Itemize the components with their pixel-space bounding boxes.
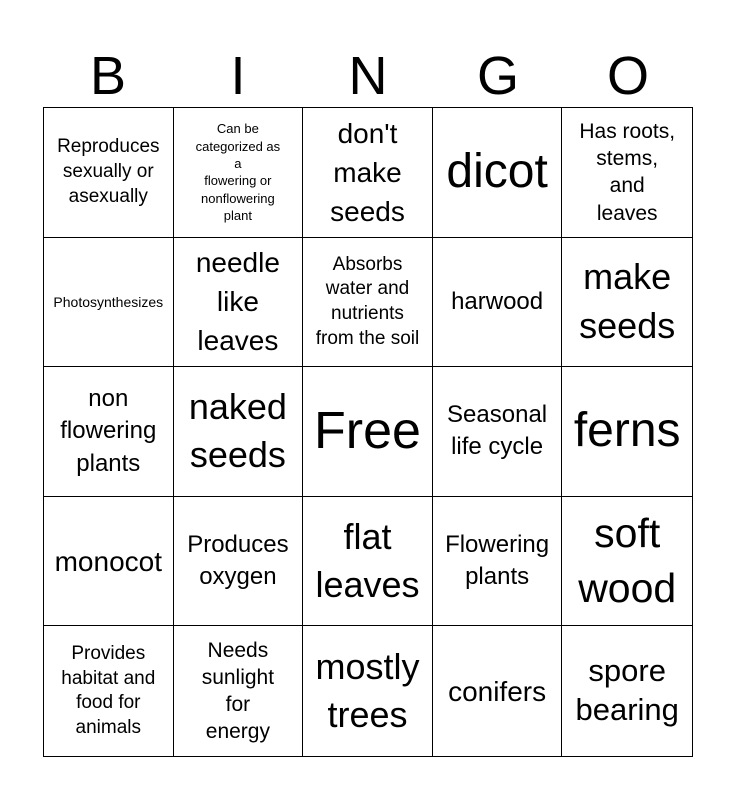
cell-text: conifers <box>448 675 547 707</box>
bingo-cell[interactable] <box>433 626 563 756</box>
cell-text: spore bearing <box>575 653 679 728</box>
cell-text: Needs sunlight for energy <box>201 638 275 744</box>
header-letter-n: N <box>348 46 388 106</box>
bingo-cell free-space[interactable] <box>303 367 433 497</box>
bingo-cell[interactable] <box>303 238 433 368</box>
cell-text: Can be categorized as a flowering or nonflowering plant <box>195 121 281 223</box>
header-letter-b: B <box>89 46 127 106</box>
cell-text: naked seeds <box>188 385 287 476</box>
bingo-cell[interactable] <box>44 367 174 497</box>
bingo-cell[interactable] <box>174 497 304 627</box>
bingo-header <box>43 46 693 106</box>
bingo-cell[interactable] <box>433 367 563 497</box>
bingo-cell[interactable] <box>44 497 174 627</box>
cell-text: Provides habitat and food for animals <box>61 642 156 738</box>
bingo-cell[interactable] <box>303 626 433 756</box>
cell-text: harwood <box>451 287 544 315</box>
cell-text: dicot <box>446 144 548 198</box>
bingo-cell[interactable] <box>174 626 304 756</box>
bingo-cell[interactable] <box>433 497 563 627</box>
bingo-cell[interactable] <box>562 626 692 756</box>
bingo-cell[interactable] <box>562 108 692 238</box>
cell-text: Seasonal life cycle <box>447 401 548 461</box>
cell-text: don't make seeds <box>330 117 405 227</box>
cell-text: ferns <box>573 404 681 458</box>
bingo-cell[interactable] <box>174 108 304 238</box>
cell-text: Absorbs water and nutrients from the soil <box>315 253 420 349</box>
bingo-cell[interactable] <box>562 497 692 627</box>
bingo-cell[interactable] <box>303 108 433 238</box>
cell-text: Free <box>314 401 421 460</box>
bingo-cell[interactable] <box>44 626 174 756</box>
bingo-cell[interactable] <box>174 238 304 368</box>
bingo-cell[interactable] <box>44 108 174 238</box>
cell-text: needle like leaves <box>195 247 280 357</box>
bingo-cell[interactable] <box>433 238 563 368</box>
cell-text: make seeds <box>579 256 676 346</box>
bingo-cell[interactable] <box>562 238 692 368</box>
header-letter-o: O <box>606 46 649 106</box>
cell-text: Flowering plants <box>445 530 550 591</box>
cell-text: Has roots, stems, and leaves <box>579 119 676 225</box>
header-letter-g: G <box>476 46 519 106</box>
cell-text: mostly trees <box>315 645 420 736</box>
bingo-cell[interactable] <box>562 367 692 497</box>
cell-text: Reproduces sexually or asexually <box>57 136 160 207</box>
cell-text: soft wood <box>578 509 677 612</box>
bingo-cell[interactable] <box>303 497 433 627</box>
header-letter-i: I <box>230 46 246 106</box>
bingo-card-grid <box>43 107 693 757</box>
bingo-cell[interactable] <box>174 367 304 497</box>
cell-text: flat leaves <box>315 515 420 606</box>
cell-text: non flowering plants <box>60 384 157 477</box>
bingo-cell[interactable] <box>44 238 174 368</box>
cell-text: Produces oxygen <box>187 530 289 591</box>
cell-text: monocot <box>54 545 162 577</box>
bingo-cell[interactable] <box>433 108 563 238</box>
cell-text: Photosynthesizes <box>53 293 164 310</box>
